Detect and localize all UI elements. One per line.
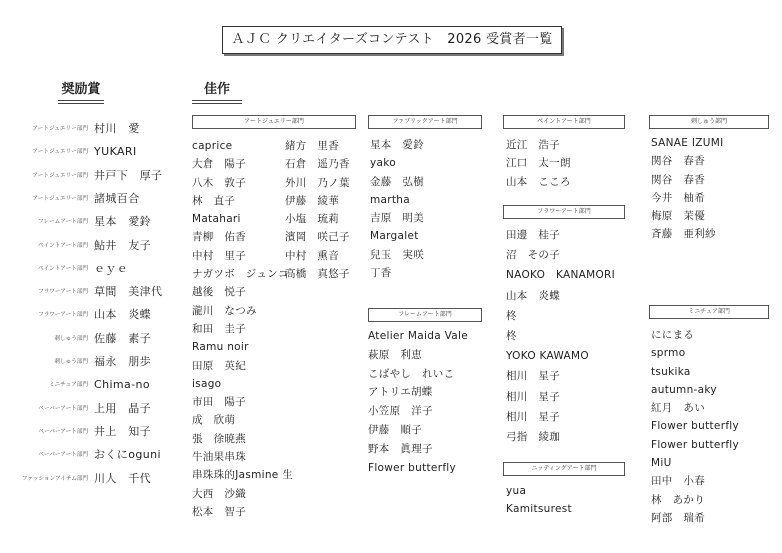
shoreisho-row: [16, 399, 196, 419]
winner-name: martha: [370, 193, 410, 206]
winner-name: 高橋 真悠子: [285, 268, 350, 281]
winner-name: 緒方 里香: [285, 140, 339, 152]
shoreisho-category: ペーパーアート部門: [38, 428, 88, 435]
winner-name: 柊: [506, 329, 517, 342]
shoreisho-name: YUKARI: [94, 145, 137, 159]
shoreisho-name: 井上 知子: [94, 424, 151, 438]
winner-name: 柊: [506, 309, 517, 322]
shoreisho-category: アートジュエリー部門: [32, 149, 88, 156]
shoreisho-name: 星本 愛鈴: [94, 215, 151, 229]
shoreisho-category: ペーパーアート部門: [38, 452, 88, 459]
shoreisho-name: おくにoguni: [94, 448, 161, 462]
shoreisho-row: [16, 305, 196, 325]
shoreisho-category: アートジュエリー部門: [32, 172, 88, 179]
category-art-jewelry: アートジュエリー部門: [192, 115, 356, 129]
shoreisho-name: 鮎井 友子: [94, 238, 151, 252]
winner-name: MiU: [651, 457, 672, 470]
shoreisho-row: [16, 329, 196, 349]
category-miniature: ミニチュア部門: [649, 305, 769, 319]
winner-name: 小笠原 洋子: [368, 405, 433, 418]
shoreisho-name: 上用 晶子: [94, 401, 151, 415]
fabric-art-names: [370, 136, 424, 282]
shoreisho-row: [16, 282, 196, 302]
winner-name: 田原 英紀: [192, 359, 246, 372]
winner-name: YOKO KAWAMO: [506, 350, 589, 363]
winner-name: 星本 愛鈴: [370, 139, 424, 151]
art-jewelry-names-col1: [192, 137, 293, 521]
winner-name: 松本 智子: [192, 505, 246, 518]
winner-name: 伊藤 綾華: [285, 194, 339, 207]
shoreisho-name: 福永 朋歩: [94, 355, 151, 368]
shoreisho-row: [16, 212, 196, 232]
winner-name: 林 直子: [192, 194, 236, 207]
kasaku-underline-2: [192, 103, 242, 104]
winner-name: 牛油果串珠: [192, 451, 246, 464]
winner-name: 江口 太一朗: [506, 157, 571, 170]
winner-name: 相川 星子: [506, 410, 560, 423]
shoreisho-category: フレームアート部門: [38, 219, 88, 226]
shoreisho-category: 刺しゅう部門: [54, 335, 88, 342]
winner-name: ナガツボ ジュンコ: [192, 268, 289, 281]
winner-name: Matahari: [192, 213, 241, 226]
shoreisho-category: フラワーアート部門: [38, 289, 88, 296]
winner-name: Atelier Maida Vale: [368, 330, 468, 342]
shoreisho-category: アートジュエリー部門: [32, 195, 88, 202]
shoreisho-row: [16, 119, 196, 139]
winner-name: こばやし れいこ: [368, 367, 455, 380]
shoreisho-name: 佐藤 素子: [94, 331, 151, 345]
winner-name: Flower butterfly: [368, 461, 457, 474]
miniature-names: [651, 326, 739, 527]
shoreisho-name: 井戸下 厚子: [94, 168, 163, 182]
winner-name: 山本 こころ: [506, 175, 571, 188]
shoreisho-row: [16, 375, 196, 395]
winner-name: 中村 里子: [192, 249, 246, 262]
kasaku-heading: [192, 78, 242, 104]
shoreisho-name: ｅｙｅ: [94, 261, 129, 275]
winner-name: 大西 沙織: [192, 487, 246, 500]
winner-name: 大倉 陽子: [192, 158, 246, 171]
shoreisho-name: 川人 千代: [94, 471, 151, 485]
shoreisho-name: 山本 炎蝶: [94, 308, 151, 322]
winner-name: 和田 圭子: [192, 322, 246, 335]
frame-art-names: [368, 327, 468, 477]
winner-name: 石倉 遥乃香: [285, 158, 350, 171]
winner-name: autumn-aky: [651, 383, 717, 396]
shoreisho-category: アートジュエリー部門: [32, 126, 88, 132]
shoreisho-name: Chima-no: [94, 378, 151, 392]
kasaku-underline: [192, 100, 242, 101]
winner-name: 今井 柚希: [651, 191, 705, 204]
winner-name: caprice: [192, 140, 233, 152]
shoreisho-row: [16, 422, 196, 442]
knitting-art-names: [506, 482, 572, 519]
winner-name: 串珠珠的Jasmine 生: [192, 469, 293, 482]
shoreisho-name: 村川 愛: [94, 122, 140, 135]
winner-name: Flower butterfly: [651, 420, 740, 433]
shoreisho-category: ペーパーアート部門: [38, 405, 88, 412]
winner-name: 相川 星子: [506, 370, 560, 383]
shoreisho-row: [16, 445, 196, 465]
category-knitting-art: ニッティングアート部門: [503, 462, 625, 476]
winner-name: 萩原 利恵: [368, 348, 422, 361]
winner-name: SANAE IZUMI: [651, 137, 724, 149]
shoreisho-category: ミニチュア部門: [49, 382, 88, 389]
winner-name: 山本 炎蝶: [506, 289, 560, 302]
winner-name: sprmo: [651, 347, 686, 360]
winner-name: NAOKO KANAMORI: [506, 269, 616, 282]
shoreisho-row: [16, 259, 196, 279]
winner-name: 野本 眞理子: [368, 442, 433, 455]
shoreisho-heading-label: 奨励賞: [61, 82, 101, 97]
shoreisho-heading: [58, 78, 104, 104]
winner-name: yua: [506, 485, 527, 497]
winner-name: 外川 乃ノ葉: [285, 176, 350, 189]
winner-name: 青柳 佑香: [192, 231, 246, 244]
page-title: ＡＪＣ クリエイターズコンテスト 2026 受賞者一覧: [222, 26, 562, 54]
winner-name: 関谷 春香: [651, 155, 705, 168]
shoreisho-category: フラワーアート部門: [38, 312, 88, 319]
shoreisho-row: [16, 189, 196, 209]
shoreisho-underline-2: [58, 103, 104, 104]
shoreisho-category: ファッションアイテム部門: [21, 475, 88, 482]
shoreisho-name: 諸城百合: [94, 191, 140, 205]
winner-name: 伊藤 順子: [368, 423, 422, 436]
winner-name: 張 徐暁燕: [192, 432, 246, 445]
winner-name: 金藤 弘樹: [370, 175, 424, 188]
shoreisho-row: [16, 236, 196, 256]
winner-name: Flower butterfly: [651, 438, 740, 451]
winner-name: 越後 悦子: [192, 286, 246, 299]
category-paint-art: ペイントアート部門: [503, 115, 625, 129]
winner-name: 沼 その子: [506, 249, 560, 262]
winner-name: 斉藤 亜利紗: [651, 228, 716, 241]
winner-name: isago: [192, 377, 222, 390]
winner-name: 兒玉 実咲: [370, 248, 424, 261]
winner-name: 成 欣萌: [192, 414, 236, 427]
winner-name: 中村 熏音: [285, 249, 339, 262]
shoreisho-row: [16, 469, 196, 489]
flower-art-names: [506, 225, 615, 447]
winner-name: 田中 小春: [651, 475, 705, 488]
winner-name: 小塩 琉莉: [285, 213, 339, 226]
winner-name: 関谷 春香: [651, 173, 705, 186]
winner-name: ににまる: [651, 329, 695, 341]
winner-name: 市田 陽子: [192, 396, 246, 409]
shoreisho-category: ペイントアート部門: [37, 242, 88, 249]
shoreisho-row: [16, 166, 196, 186]
shoreisho-category: ペイントアート部門: [37, 265, 88, 272]
winner-name: 梅原 茉優: [651, 210, 705, 223]
winner-name: 相川 星子: [506, 390, 560, 403]
art-jewelry-names-col2: [285, 137, 350, 283]
shoreisho-category: 刺しゅう部門: [54, 359, 88, 365]
shoreisho-row: [16, 352, 196, 372]
winner-name: 近江 浩子: [506, 139, 560, 151]
winner-name: 八木 敦子: [192, 176, 246, 189]
category-flower-art: フラワーアート部門: [503, 205, 625, 219]
winner-name: Ramu noir: [192, 341, 249, 354]
paint-art-names: [506, 136, 571, 191]
winner-name: 阿部 瑞希: [651, 511, 705, 524]
embroidery-names: [651, 134, 723, 244]
winner-name: tsukika: [651, 365, 691, 378]
winner-name: 紅月 あい: [651, 402, 705, 415]
winner-name: 林 あかり: [651, 493, 705, 506]
winner-name: 濱岡 咲己子: [285, 231, 350, 244]
shoreisho-name: 草間 美津代: [94, 285, 163, 299]
winner-name: Kamitsurest: [506, 503, 572, 516]
winner-name: Margalet: [370, 230, 419, 243]
winner-name: 丁香: [370, 267, 392, 280]
winner-name: アトリエ胡蝶: [368, 386, 433, 399]
category-fabric-art: ファブリックアート部門: [368, 115, 482, 129]
category-frame-art: フレームアート部門: [368, 308, 482, 322]
winner-name: 田邊 桂子: [506, 229, 560, 241]
winner-name: yako: [370, 157, 396, 170]
kasaku-heading-label: 佳作: [203, 82, 230, 97]
category-embroidery: 刺しゅう部門: [649, 115, 769, 129]
winner-name: 弓指 綾珈: [506, 430, 560, 443]
shoreisho-underline: [58, 100, 104, 101]
winner-name: 吉原 明美: [370, 212, 424, 225]
shoreisho-row: [16, 142, 196, 162]
winner-name: 瀧川 なつみ: [192, 304, 257, 317]
